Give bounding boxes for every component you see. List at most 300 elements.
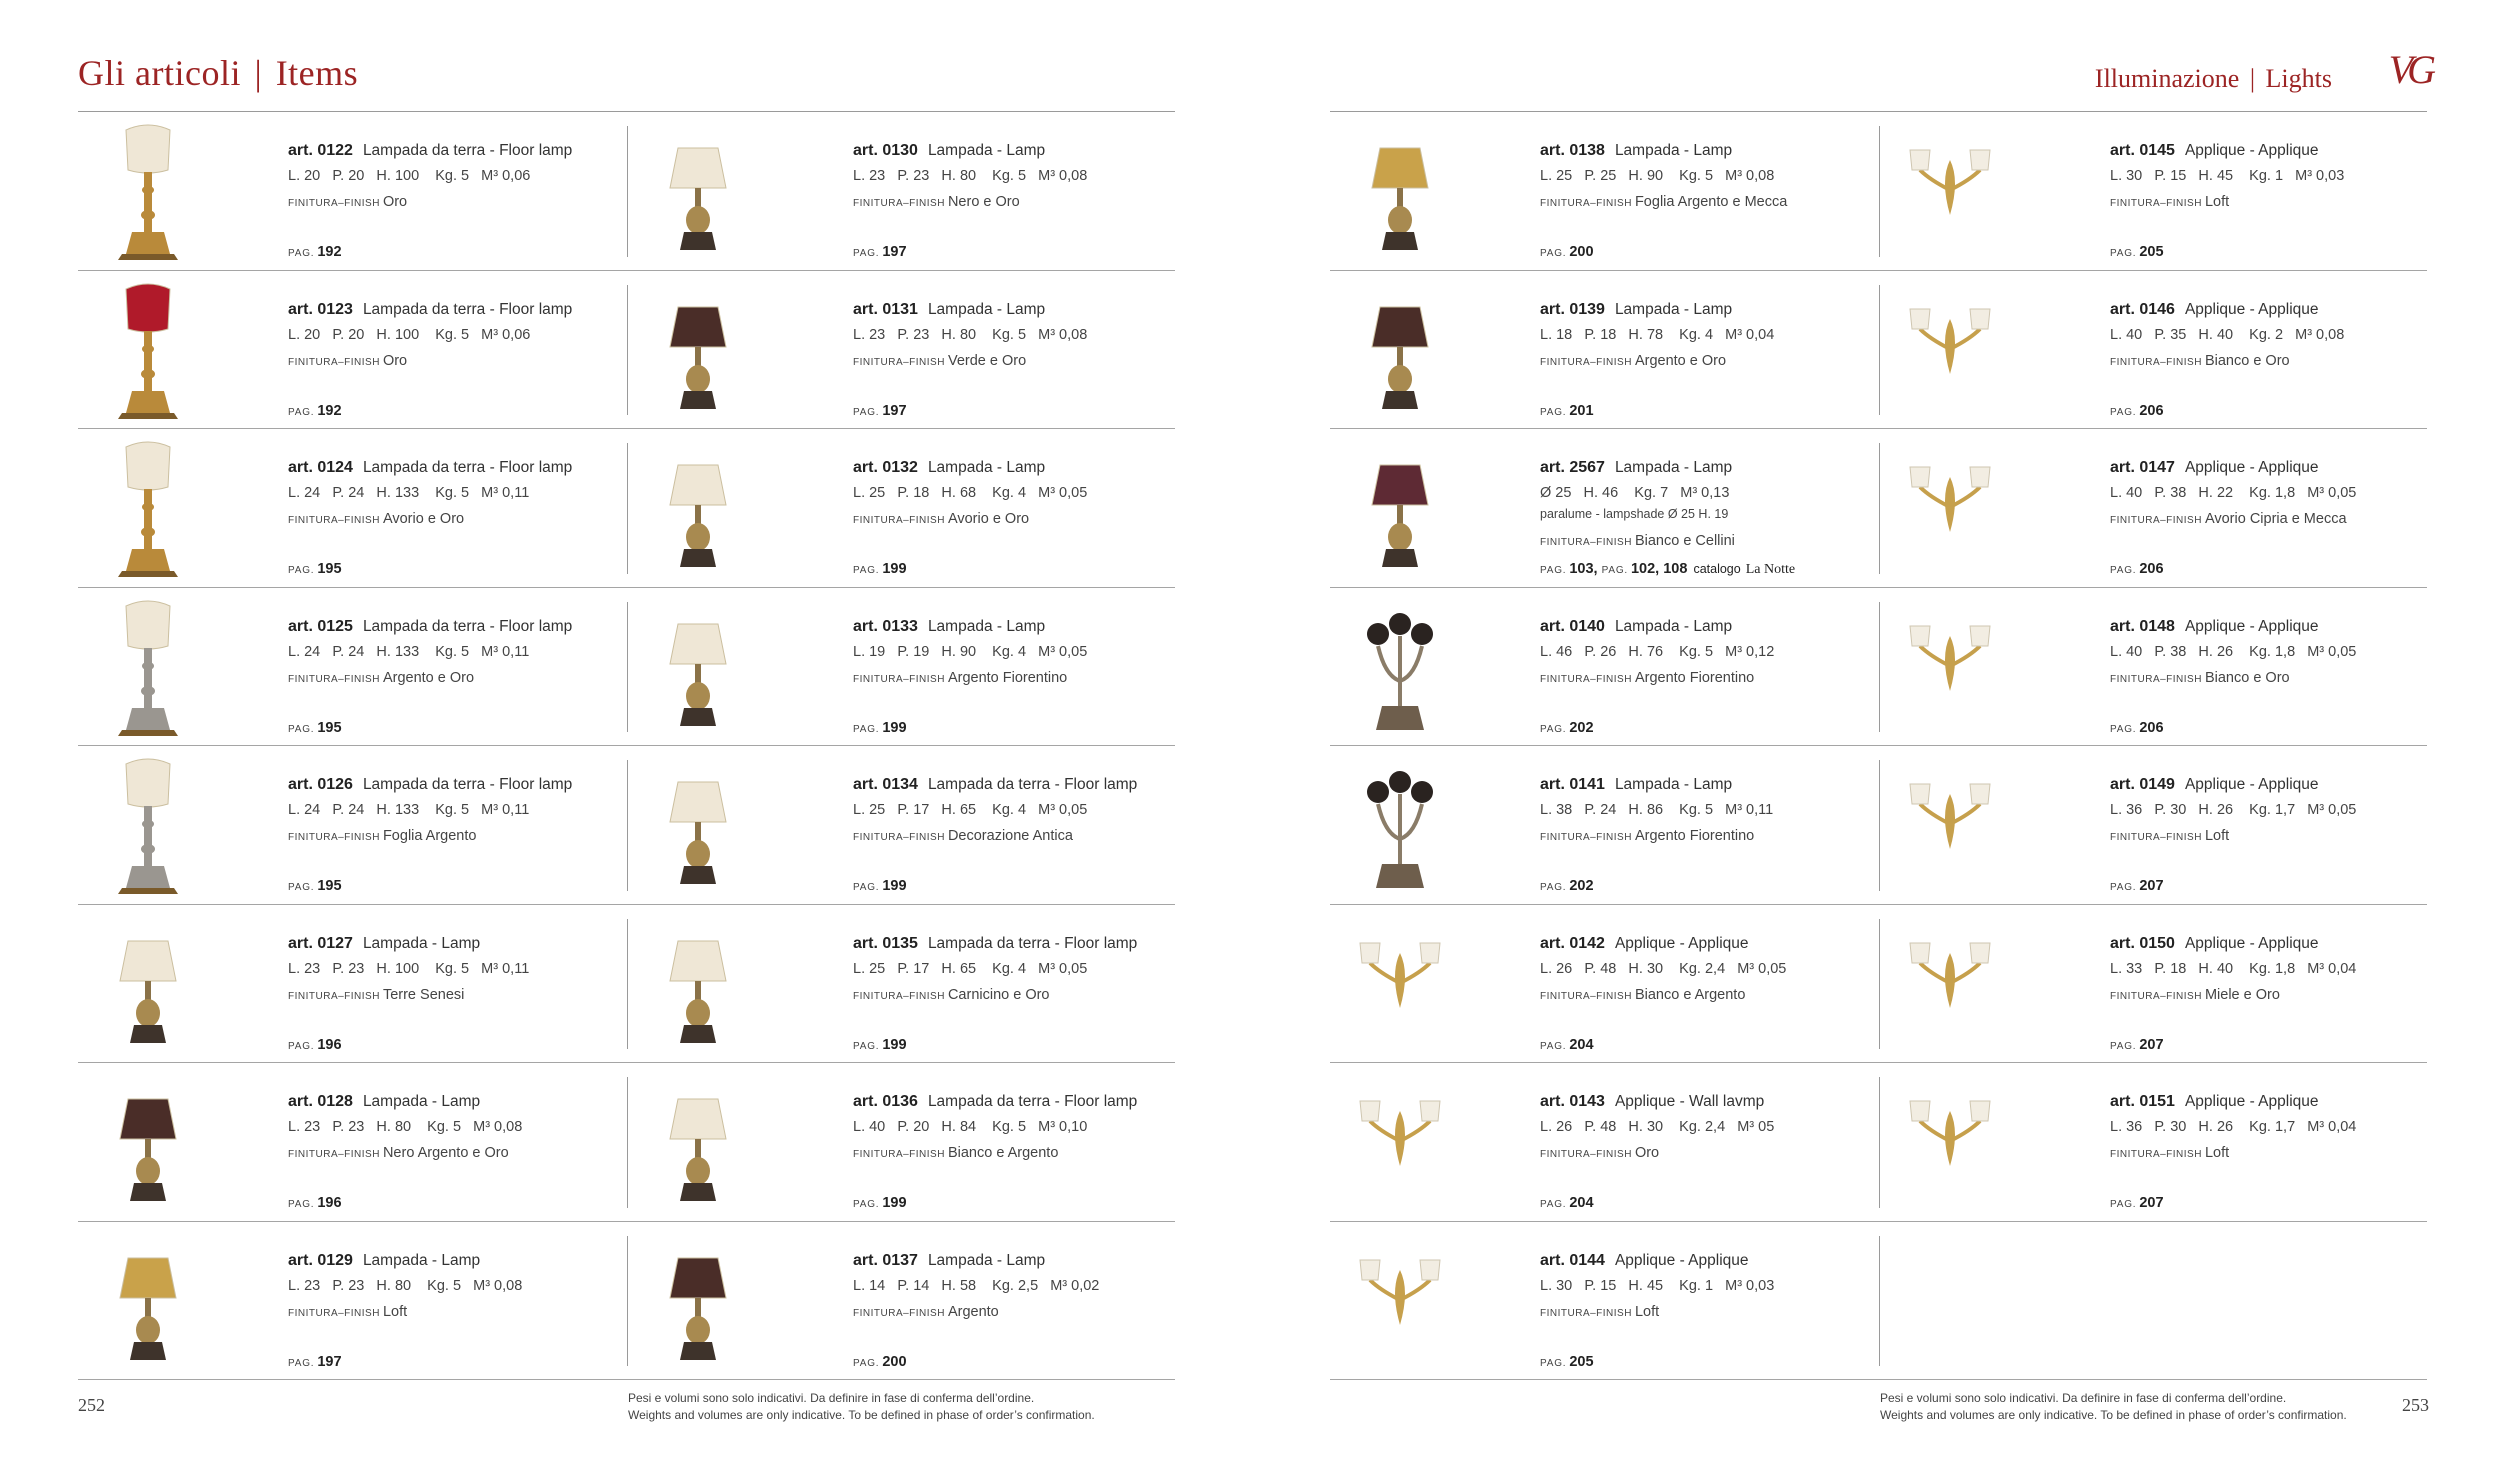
finish-label: FINITURA–FINISH — [853, 356, 945, 368]
page-number[interactable]: 199 — [882, 878, 907, 894]
item-finish — [853, 987, 1050, 1003]
row-divider — [1330, 1221, 2427, 1222]
page-number[interactable]: 197 — [882, 402, 907, 419]
column-divider — [1879, 919, 1880, 1050]
title-right-en: Lights — [2265, 64, 2332, 93]
article-code: art. 0137 — [853, 1251, 918, 1269]
item-title — [1540, 1252, 1749, 1270]
item-page-ref[interactable] — [1540, 878, 1594, 894]
catalog-item — [78, 1222, 588, 1380]
page-label: PAG. — [2110, 1040, 2137, 1052]
item-finish — [288, 1304, 407, 1320]
page-number[interactable]: 196 — [317, 1195, 342, 1211]
item-info — [853, 112, 1213, 270]
item-type: Applique - Applique — [2184, 934, 2319, 952]
finish-label: FINITURA–FINISH — [288, 1307, 380, 1319]
item-info — [1540, 429, 1900, 587]
floor-lamp-silver-icon — [78, 754, 218, 896]
finish-label: FINITURA–FINISH — [853, 1149, 945, 1160]
column-divider — [1879, 285, 1880, 416]
finish-value: Loft — [2204, 828, 2230, 844]
page-label: PAG. — [853, 723, 880, 735]
item-page-ref[interactable] — [1540, 244, 1594, 260]
finish-value: Oro — [382, 194, 408, 210]
item-title — [288, 1093, 480, 1111]
page-label: PAG. — [1540, 1040, 1567, 1052]
finish-label: FINITURA–FINISH — [2110, 1149, 2202, 1160]
item-info — [853, 588, 1213, 746]
item-type: Lampada - Lamp — [927, 1251, 1046, 1269]
catalog-item — [78, 905, 588, 1063]
article-code: art. 0127 — [288, 934, 353, 952]
item-type: Lampada da terra - Floor lamp — [362, 617, 573, 635]
article-code: art. 0134 — [853, 776, 918, 793]
finish-value: Argento Fiorentino — [947, 669, 1068, 686]
title-left-en: Items — [275, 53, 359, 93]
item-page-ref[interactable] — [288, 720, 342, 736]
item-type: Applique - Applique — [2184, 617, 2319, 635]
item-page-ref[interactable] — [288, 561, 342, 577]
page-label: PAG. — [2110, 406, 2137, 418]
column-divider — [1879, 443, 1880, 574]
item-title — [288, 776, 572, 794]
item-type: Lampada - Lamp — [927, 617, 1046, 635]
item-title — [288, 935, 480, 953]
item-info — [853, 429, 1213, 587]
item-page-ref[interactable] — [1540, 1037, 1594, 1053]
item-page-ref[interactable] — [288, 1037, 342, 1053]
item-page-ref[interactable] — [1540, 720, 1594, 736]
item-page-ref[interactable] — [853, 244, 907, 260]
item-finish — [288, 828, 476, 844]
item-info — [1540, 112, 1900, 270]
item-title — [853, 776, 1137, 794]
item-info — [288, 1222, 648, 1380]
row-divider — [1330, 428, 2427, 429]
wall-sconce-icon — [1880, 1071, 2020, 1213]
item-page-ref[interactable] — [1540, 1354, 1594, 1370]
row-divider — [1330, 270, 2427, 271]
title-left-it: Gli articoli — [78, 53, 241, 93]
page-label: PAG. — [288, 723, 315, 735]
table-lamp-gold-shade-icon — [78, 1230, 218, 1372]
table-lamp-icon — [628, 596, 768, 738]
finish-value: Argento — [947, 1303, 999, 1320]
finish-label: FINITURA–FINISH — [853, 673, 945, 685]
page-number[interactable]: 206 — [2139, 402, 2164, 419]
item-finish — [1540, 828, 1754, 844]
finish-label: FINITURA–FINISH — [2110, 198, 2202, 209]
page-number[interactable]: 196 — [317, 1036, 342, 1053]
page-label: PAG. — [853, 1199, 880, 1210]
item-finish — [288, 670, 474, 686]
finish-value: Carnicino e Oro — [947, 986, 1050, 1003]
item-type: Applique - Applique — [2184, 300, 2319, 318]
item-dimensions: L. 20 P. 20 H. 100 Kg. 5 M³ 0,06 — [288, 168, 531, 184]
item-dimensions: L. 24 P. 24 H. 133 Kg. 5 M³ 0,11 — [288, 802, 530, 818]
item-page-ref[interactable] — [2110, 720, 2164, 736]
item-info — [2110, 112, 2470, 270]
item-dimensions: L. 38 P. 24 H. 86 Kg. 5 M³ 0,11 — [1540, 802, 1774, 818]
article-code: art. 0132 — [853, 459, 918, 476]
item-title — [853, 618, 1045, 636]
page-number[interactable]: 204 — [1569, 1195, 1594, 1211]
item-finish — [288, 353, 407, 369]
page-number[interactable]: 200 — [882, 1353, 907, 1370]
page-number[interactable]: 199 — [882, 561, 907, 577]
item-info — [2110, 905, 2470, 1063]
finish-value: Loft — [382, 1303, 408, 1320]
finish-label: FINITURA–FINISH — [2110, 832, 2202, 843]
page-label: PAG. — [288, 406, 315, 418]
page-number-right: 253 — [2402, 1395, 2429, 1415]
column-divider — [1879, 760, 1880, 891]
item-info — [288, 905, 648, 1063]
item-dimensions: L. 40 P. 38 H. 22 Kg. 1,8 M³ 0,05 — [2110, 485, 2357, 501]
article-code: art. 0150 — [2110, 934, 2175, 952]
page-number[interactable]: 201 — [1569, 402, 1594, 419]
item-dimensions: L. 40 P. 20 H. 84 Kg. 5 M³ 0,10 — [853, 1119, 1088, 1135]
item-type: Applique - Applique — [2184, 776, 2319, 793]
page-number[interactable]: 205 — [2139, 244, 2164, 260]
row-divider — [78, 904, 1175, 905]
finish-value: Bianco e Oro — [2204, 352, 2290, 369]
finish-label: FINITURA–FINISH — [1540, 832, 1632, 843]
item-dimensions: L. 25 P. 25 H. 90 Kg. 5 M³ 0,08 — [1540, 168, 1775, 184]
item-dimensions: L. 23 P. 23 H. 100 Kg. 5 M³ 0,11 — [288, 960, 530, 977]
item-title — [1540, 618, 1732, 636]
article-code: art. 0129 — [288, 1251, 353, 1269]
item-page-ref[interactable] — [288, 1354, 342, 1370]
page-number[interactable]: 199 — [882, 1195, 907, 1211]
item-type: Applique - Applique — [2184, 1093, 2319, 1110]
finish-label: FINITURA–FINISH — [853, 990, 945, 1002]
item-type: Applique - Applique — [1614, 1251, 1749, 1269]
page-number[interactable]: 207 — [2139, 878, 2164, 894]
finish-value: Terre Senesi — [382, 986, 465, 1003]
item-dimensions: L. 40 P. 38 H. 26 Kg. 1,8 M³ 0,05 — [2110, 643, 2357, 660]
item-info — [853, 271, 1213, 429]
table-lamp-icon — [78, 913, 218, 1055]
item-finish — [1540, 353, 1726, 369]
item-type: Lampada da terra - Floor lamp — [362, 776, 573, 793]
column-divider — [627, 126, 628, 257]
item-finish — [2110, 828, 2229, 844]
page-number[interactable]: 103, — [1569, 561, 1598, 577]
item-finish — [1540, 1304, 1659, 1320]
item-title — [853, 935, 1137, 953]
table-lamp-icon — [628, 754, 768, 896]
article-code: art. 0142 — [1540, 934, 1605, 952]
finish-label: FINITURA–FINISH — [1540, 537, 1632, 548]
finish-value: Loft — [2204, 194, 2230, 210]
item-dimensions: L. 24 P. 24 H. 133 Kg. 5 M³ 0,11 — [288, 485, 530, 501]
finish-label: FINITURA–FINISH — [288, 673, 380, 685]
finish-value: Bianco e Oro — [2204, 669, 2290, 686]
item-finish — [1540, 533, 1735, 549]
item-finish — [2110, 194, 2229, 210]
finish-value: Argento e Oro — [1634, 352, 1727, 369]
finish-value: Oro — [382, 352, 408, 369]
floor-lamp-ivory-icon — [78, 437, 218, 579]
article-code: art. 2567 — [1540, 459, 1605, 476]
footnote-en: Weights and volumes are only indicative. To be defined in phase of order’s confirmation. — [1880, 1408, 2347, 1422]
catalog-name[interactable]: La Notte — [1745, 562, 1796, 577]
item-title — [2110, 459, 2319, 477]
item-type: Lampada da terra - Floor lamp — [927, 776, 1138, 793]
item-info — [1540, 1063, 1900, 1221]
item-finish — [2110, 670, 2290, 686]
article-code: art. 0144 — [1540, 1251, 1605, 1269]
table-lamp-icon — [628, 1071, 768, 1213]
item-finish — [288, 511, 464, 527]
finish-value: Nero Argento e Oro — [382, 1145, 509, 1161]
item-page-ref[interactable] — [2110, 1195, 2164, 1211]
item-page-ref[interactable] — [2110, 244, 2164, 260]
item-page-ref[interactable] — [853, 720, 907, 736]
page-number[interactable]: 102, 108 — [1630, 561, 1688, 577]
item-dimensions: L. 46 P. 26 H. 76 Kg. 5 M³ 0,12 — [1540, 643, 1775, 660]
item-dimensions: L. 23 P. 23 H. 80 Kg. 5 M³ 0,08 — [288, 1277, 523, 1294]
item-dimensions: L. 25 P. 18 H. 68 Kg. 4 M³ 0,05 — [853, 485, 1088, 501]
item-dimensions: L. 26 P. 48 H. 30 Kg. 2,4 M³ 05 — [1540, 1119, 1775, 1135]
finish-value: Nero e Oro — [947, 194, 1020, 210]
finish-label: FINITURA–FINISH — [2110, 515, 2202, 526]
catalog-item — [1880, 271, 2390, 429]
finish-value: Avorio e Oro — [947, 511, 1030, 527]
finish-label: FINITURA–FINISH — [1540, 356, 1632, 368]
candelabra-lamp-icon — [1330, 754, 1470, 896]
page-label: PAG. — [288, 565, 315, 576]
catalog-item — [628, 271, 1138, 429]
footnote-right — [1880, 1390, 2347, 1424]
row-divider — [78, 270, 1175, 271]
item-page-ref[interactable] — [288, 1195, 342, 1211]
page-label: PAG. — [2110, 882, 2137, 893]
item-dimensions: L. 36 P. 30 H. 26 Kg. 1,7 M³ 0,05 — [2110, 802, 2357, 818]
column-divider — [1879, 1077, 1880, 1208]
item-type: Lampada - Lamp — [927, 300, 1046, 318]
catalog-item — [628, 746, 1138, 904]
footnote-it: Pesi e volumi sono solo indicativi. Da definire in fase di conferma dell’ordine. — [1880, 1391, 2287, 1405]
footnote-left — [628, 1390, 1095, 1424]
catalog-item — [1880, 905, 2390, 1063]
item-info — [2110, 271, 2470, 429]
item-dimensions: L. 23 P. 23 H. 80 Kg. 5 M³ 0,08 — [853, 326, 1088, 343]
item-dimensions: L. 26 P. 48 H. 30 Kg. 2,4 M³ 0,05 — [1540, 960, 1787, 977]
table-lamp-icon — [628, 437, 768, 579]
item-type: Lampada - Lamp — [1614, 776, 1733, 793]
finish-label: FINITURA–FINISH — [1540, 198, 1632, 209]
page-label: PAG. — [853, 1357, 880, 1369]
page-label: PAG. — [1540, 882, 1567, 893]
article-code: art. 0133 — [853, 617, 918, 635]
item-dimensions: L. 40 P. 35 H. 40 Kg. 2 M³ 0,08 — [2110, 326, 2345, 343]
item-page-ref[interactable] — [853, 1354, 907, 1370]
floor-lamp-gold-icon — [78, 120, 218, 262]
item-page-ref[interactable] — [2110, 878, 2164, 894]
item-finish — [2110, 1145, 2229, 1161]
item-finish — [853, 353, 1026, 369]
item-title — [1540, 776, 1732, 794]
page-number[interactable]: 195 — [317, 719, 342, 736]
item-page-ref[interactable] — [853, 403, 907, 419]
catalog-item — [1330, 429, 1840, 587]
page-label: PAG. — [853, 248, 880, 259]
page-number[interactable]: 192 — [317, 244, 342, 260]
finish-value: Foglia Argento — [382, 828, 477, 844]
article-code: art. 0143 — [1540, 1093, 1605, 1110]
row-divider — [78, 1379, 1175, 1380]
finish-label: FINITURA–FINISH — [288, 1149, 380, 1160]
finish-label: FINITURA–FINISH — [853, 832, 945, 843]
page-label: PAG. — [1540, 565, 1567, 576]
page-label: PAG. — [288, 882, 315, 893]
row-divider — [78, 587, 1175, 588]
article-code: art. 0124 — [288, 459, 353, 476]
item-finish — [2110, 353, 2290, 369]
finish-label: FINITURA–FINISH — [2110, 990, 2202, 1002]
item-type: Lampada - Lamp — [362, 1093, 481, 1110]
catalog-item — [78, 746, 588, 904]
item-title — [1540, 301, 1732, 319]
catalog-item — [78, 1063, 588, 1221]
page-label: PAG. — [1540, 248, 1567, 259]
page-number[interactable]: 197 — [882, 244, 907, 260]
page-number[interactable]: 207 — [2139, 1195, 2164, 1211]
catalog-item — [1330, 1222, 1840, 1380]
item-dimensions: L. 23 P. 23 H. 80 Kg. 5 M³ 0,08 — [853, 168, 1088, 184]
page-label: PAG. — [288, 1357, 315, 1369]
item-title — [288, 1252, 480, 1270]
item-type: Lampada da terra - Floor lamp — [362, 300, 573, 318]
item-finish — [853, 828, 1073, 844]
item-page-ref[interactable] — [1540, 403, 1594, 419]
item-info — [288, 746, 648, 904]
item-info — [1540, 746, 1900, 904]
finish-value: Miele e Oro — [2204, 986, 2280, 1003]
article-code: art. 0130 — [853, 142, 918, 159]
page-number[interactable]: 200 — [1569, 244, 1594, 260]
article-code: art. 0131 — [853, 300, 918, 318]
page-number[interactable]: 205 — [1569, 1353, 1594, 1370]
column-divider — [627, 1077, 628, 1208]
row-divider — [1330, 904, 2427, 905]
item-page-ref[interactable] — [2110, 403, 2164, 419]
page-number[interactable]: 195 — [317, 561, 342, 577]
page-number[interactable]: 206 — [2139, 719, 2164, 736]
item-dimensions: L. 20 P. 20 H. 100 Kg. 5 M³ 0,06 — [288, 326, 531, 343]
finish-value: Avorio e Oro — [382, 511, 465, 527]
catalog-item — [1880, 1063, 2390, 1221]
page-label: PAG. — [853, 882, 880, 893]
page-label: PAG. — [288, 1199, 315, 1210]
item-title — [2110, 935, 2319, 953]
item-page-ref[interactable] — [1540, 1195, 1594, 1211]
item-page-ref[interactable] — [853, 561, 907, 577]
page-label: PAG. — [1540, 406, 1567, 418]
finish-value: Loft — [2204, 1145, 2230, 1161]
page-number[interactable]: 197 — [317, 1353, 342, 1370]
item-type: Applique - Applique — [1614, 934, 1749, 952]
page-number[interactable]: 206 — [2139, 561, 2164, 577]
page-number[interactable]: 192 — [317, 402, 342, 419]
item-info — [1540, 905, 1900, 1063]
item-page-ref[interactable] — [288, 878, 342, 894]
page-number[interactable]: 204 — [1569, 1036, 1594, 1053]
page-number[interactable]: 202 — [1569, 719, 1594, 736]
page-number[interactable]: 207 — [2139, 1036, 2164, 1053]
item-title — [1540, 935, 1749, 953]
item-dimensions: L. 30 P. 15 H. 45 Kg. 1 M³ 0,03 — [1540, 1277, 1775, 1294]
item-info — [288, 429, 648, 587]
page-number[interactable]: 199 — [882, 1036, 907, 1053]
item-page-ref[interactable] — [288, 403, 342, 419]
item-info — [1540, 1222, 1900, 1380]
item-page-ref[interactable] — [288, 244, 342, 260]
table-lamp-dark-shade-icon — [628, 279, 768, 421]
page-number[interactable]: 195 — [317, 878, 342, 894]
item-finish — [1540, 1145, 1659, 1161]
finish-label: FINITURA–FINISH — [1540, 673, 1632, 685]
article-code: art. 0122 — [288, 142, 353, 159]
page-number[interactable]: 202 — [1569, 878, 1594, 894]
page-label: PAG. — [853, 406, 880, 418]
row-divider — [1330, 745, 2427, 746]
catalog-item — [78, 271, 588, 429]
page-label: PAG. — [2110, 1199, 2137, 1210]
item-page-ref[interactable] — [2110, 1037, 2164, 1053]
article-code: art. 0148 — [2110, 617, 2175, 635]
item-page-ref[interactable] — [2110, 561, 2164, 577]
footnote-it: Pesi e volumi sono solo indicativi. Da definire in fase di conferma dell’ordine. — [628, 1391, 1035, 1405]
catalog-label: catalogo — [1693, 562, 1741, 576]
item-title — [288, 301, 572, 319]
item-info — [2110, 429, 2470, 587]
finish-value: Foglia Argento e Mecca — [1634, 194, 1788, 210]
item-dimensions: L. 30 P. 15 H. 45 Kg. 1 M³ 0,03 — [2110, 168, 2345, 184]
finish-value: Argento Fiorentino — [1634, 828, 1755, 844]
finish-label: FINITURA–FINISH — [288, 356, 380, 368]
table-lamp-dark-shade-icon — [78, 1071, 218, 1213]
item-page-ref[interactable] — [853, 878, 907, 894]
page-number[interactable]: 199 — [882, 719, 907, 736]
table-lamp-dark-shade-icon — [628, 1230, 768, 1372]
article-code: art. 0140 — [1540, 617, 1605, 635]
item-info — [288, 1063, 648, 1221]
item-page-ref[interactable] — [853, 1195, 907, 1211]
catalog-item — [1330, 1063, 1840, 1221]
item-title — [2110, 618, 2319, 636]
finish-value: Loft — [1634, 1303, 1660, 1320]
item-page-ref[interactable] — [1540, 561, 1795, 578]
item-type: Lampada da terra - Floor lamp — [362, 142, 573, 159]
article-code: art. 0125 — [288, 617, 353, 635]
catalog-item — [1880, 429, 2390, 587]
item-finish — [853, 670, 1067, 686]
item-title — [853, 459, 1045, 477]
page-label: PAG. — [853, 1040, 880, 1052]
item-type: Lampada da terra - Floor lamp — [362, 459, 573, 476]
item-title — [2110, 1093, 2319, 1111]
article-code: art. 0123 — [288, 300, 353, 318]
wall-sconce-icon — [1330, 1071, 1470, 1213]
item-page-ref[interactable] — [853, 1037, 907, 1053]
item-dimensions: L. 24 P. 24 H. 133 Kg. 5 M³ 0,11 — [288, 643, 530, 660]
column-divider — [627, 285, 628, 416]
wall-sconce-icon — [1880, 596, 2020, 738]
finish-value: Avorio Cipria e Mecca — [2204, 511, 2347, 527]
